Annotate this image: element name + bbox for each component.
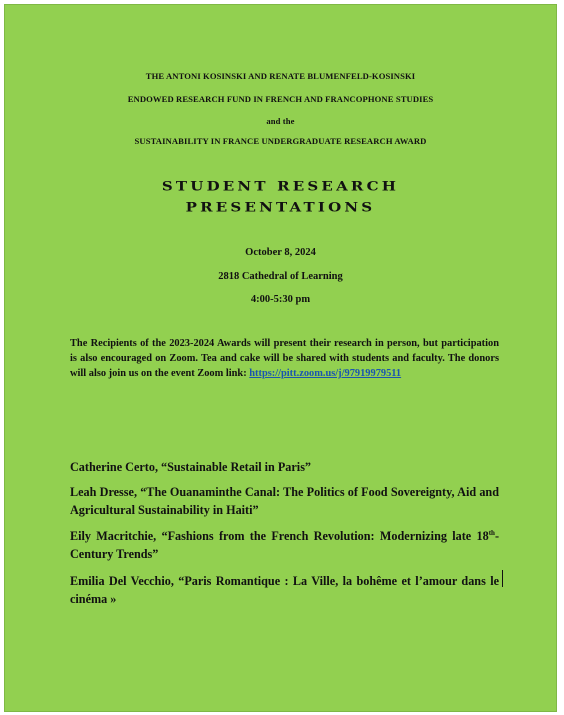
- presentation-item-3: [70, 527, 499, 563]
- event-date: October 8, 2024: [245, 247, 316, 258]
- flyer-background: [4, 4, 557, 712]
- presentation-item-3-text-end: -Century Trends”: [70, 529, 499, 561]
- presentation-item-4: Emilia Del Vecchio, “Paris Romantique : La Ville, la bohême et l’amour dans le cinéma »: [70, 574, 499, 606]
- event-time: 4:00-5:30 pm: [250, 294, 311, 305]
- text-cursor: [502, 570, 503, 587]
- header-line-1: THE ANTONI KOSINSKI AND RENATE BLUMENFELD-KOSINSKI: [145, 71, 416, 81]
- header-line-3: and the: [266, 116, 295, 126]
- event-location: 2818 Cathedral of Learning: [218, 271, 343, 282]
- presentation-item-1: Catherine Certo, “Sustainable Retail in Paris”: [70, 460, 312, 474]
- ordinal-superscript: th: [488, 528, 495, 537]
- zoom-link[interactable]: https://pitt.zoom.us/j/97919979511: [249, 368, 402, 379]
- description-text: The Recipients of the 2023-2024 Awards will present their research in person, but participation is also encouraged on Zoom. Tea and cake will be shared with students and faculty. The donors will also join us on the event Zoom link:: [70, 338, 499, 379]
- header-line-2: ENDOWED RESEARCH FUND IN FRENCH AND FRANCOPHONE STUDIES: [127, 94, 434, 104]
- presentation-item-2: Leah Dresse, “The Ouanaminthe Canal: The Politics of Food Sovereignty, Aid and Agricultural Sustainability in Haiti”: [70, 485, 499, 517]
- description-paragraph: [70, 336, 499, 381]
- header-line-4: SUSTAINABILITY IN FRANCE UNDERGRADUATE RESEARCH AWARD: [134, 136, 427, 146]
- presentation-item-3-text: Eily Macritchie, “Fashions from the French Revolution: Modernizing late 18: [70, 529, 489, 543]
- title-line-1: STUDENT RESEARCH: [161, 178, 400, 194]
- title-line-2: PRESENTATIONS: [185, 199, 376, 215]
